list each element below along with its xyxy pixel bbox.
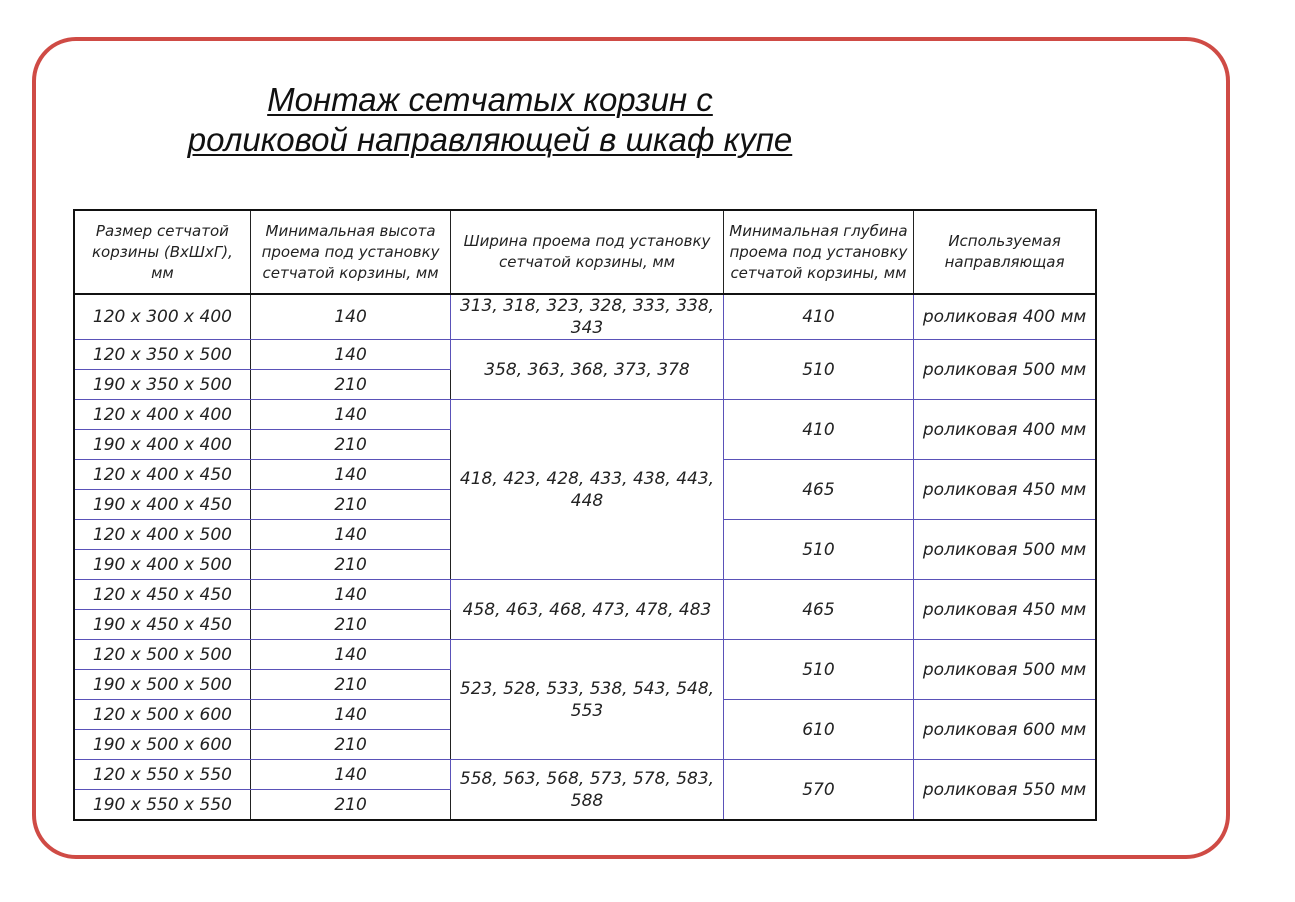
depth-cell: 610 [723,700,913,760]
height-cell: 210 [250,430,450,460]
height-cell: 140 [250,400,450,430]
table-row [74,400,1096,430]
header-min-depth: Минимальная глубина проема под установку сетчатой корзины, мм [723,210,913,294]
size-cell: 120 x 400 x 450 [74,460,250,490]
header-size: Размер сетчатой корзины (ВхШхГ), мм [74,210,250,294]
height-cell: 140 [250,340,450,370]
height-cell: 210 [250,370,450,400]
height-cell: 210 [250,790,450,821]
size-cell: 120 x 500 x 600 [74,700,250,730]
page-title [120,80,860,160]
table-header-row [74,210,1096,294]
size-cell: 120 x 550 x 550 [74,760,250,790]
guide-cell: роликовая 450 мм [914,460,1096,520]
size-cell: 190 x 500 x 500 [74,670,250,700]
depth-cell: 510 [723,640,913,700]
depth-cell: 570 [723,760,913,821]
depth-cell: 410 [723,400,913,460]
size-cell: 190 x 500 x 600 [74,730,250,760]
guide-cell: роликовая 500 мм [914,520,1096,580]
height-cell: 210 [250,670,450,700]
height-cell: 140 [250,520,450,550]
width-cell: 358, 363, 368, 373, 378 [451,340,724,400]
depth-cell: 510 [723,520,913,580]
guide-cell: роликовая 400 мм [914,400,1096,460]
size-cell: 120 x 400 x 500 [74,520,250,550]
height-cell: 140 [250,460,450,490]
depth-cell: 410 [723,294,913,340]
guide-cell: роликовая 550 мм [914,760,1096,821]
title-line-2: роликовой направляющей в шкаф купе [187,121,793,158]
width-cell: 418, 423, 428, 433, 438, 443, 448 [451,400,724,580]
basket-spec-table [73,209,1097,821]
height-cell: 210 [250,610,450,640]
height-cell: 140 [250,294,450,340]
guide-cell: роликовая 400 мм [914,294,1096,340]
depth-cell: 465 [723,460,913,520]
height-cell: 210 [250,490,450,520]
size-cell: 190 x 400 x 400 [74,430,250,460]
table-row [74,294,1096,340]
height-cell: 140 [250,760,450,790]
width-cell: 558, 563, 568, 573, 578, 583, 588 [451,760,724,821]
size-cell: 120 x 500 x 500 [74,640,250,670]
width-cell: 313, 318, 323, 328, 333, 338, 343 [451,294,724,340]
header-guide: Используемая направляющая [914,210,1096,294]
guide-cell: роликовая 600 мм [914,700,1096,760]
guide-cell: роликовая 500 мм [914,640,1096,700]
width-cell: 458, 463, 468, 473, 478, 483 [451,580,724,640]
title-line-1: Монтаж сетчатых корзин с [267,81,713,118]
table-row [74,640,1096,670]
size-cell: 190 x 550 x 550 [74,790,250,821]
depth-cell: 465 [723,580,913,640]
width-cell: 523, 528, 533, 538, 543, 548, 553 [451,640,724,760]
size-cell: 120 x 450 x 450 [74,580,250,610]
header-opening-width: Ширина проема под установку сетчатой корзины, мм [451,210,724,294]
height-cell: 140 [250,580,450,610]
table-row [74,580,1096,610]
table-row [74,760,1096,790]
guide-cell: роликовая 450 мм [914,580,1096,640]
height-cell: 210 [250,730,450,760]
height-cell: 140 [250,700,450,730]
size-cell: 190 x 400 x 450 [74,490,250,520]
height-cell: 210 [250,550,450,580]
size-cell: 190 x 400 x 500 [74,550,250,580]
header-min-height: Минимальная высота проема под установку сетчатой корзины, мм [250,210,450,294]
size-cell: 120 x 350 x 500 [74,340,250,370]
height-cell: 140 [250,640,450,670]
size-cell: 190 x 350 x 500 [74,370,250,400]
guide-cell: роликовая 500 мм [914,340,1096,400]
table-row [74,340,1096,370]
size-cell: 120 x 300 x 400 [74,294,250,340]
depth-cell: 510 [723,340,913,400]
size-cell: 190 x 450 x 450 [74,610,250,640]
size-cell: 120 x 400 x 400 [74,400,250,430]
